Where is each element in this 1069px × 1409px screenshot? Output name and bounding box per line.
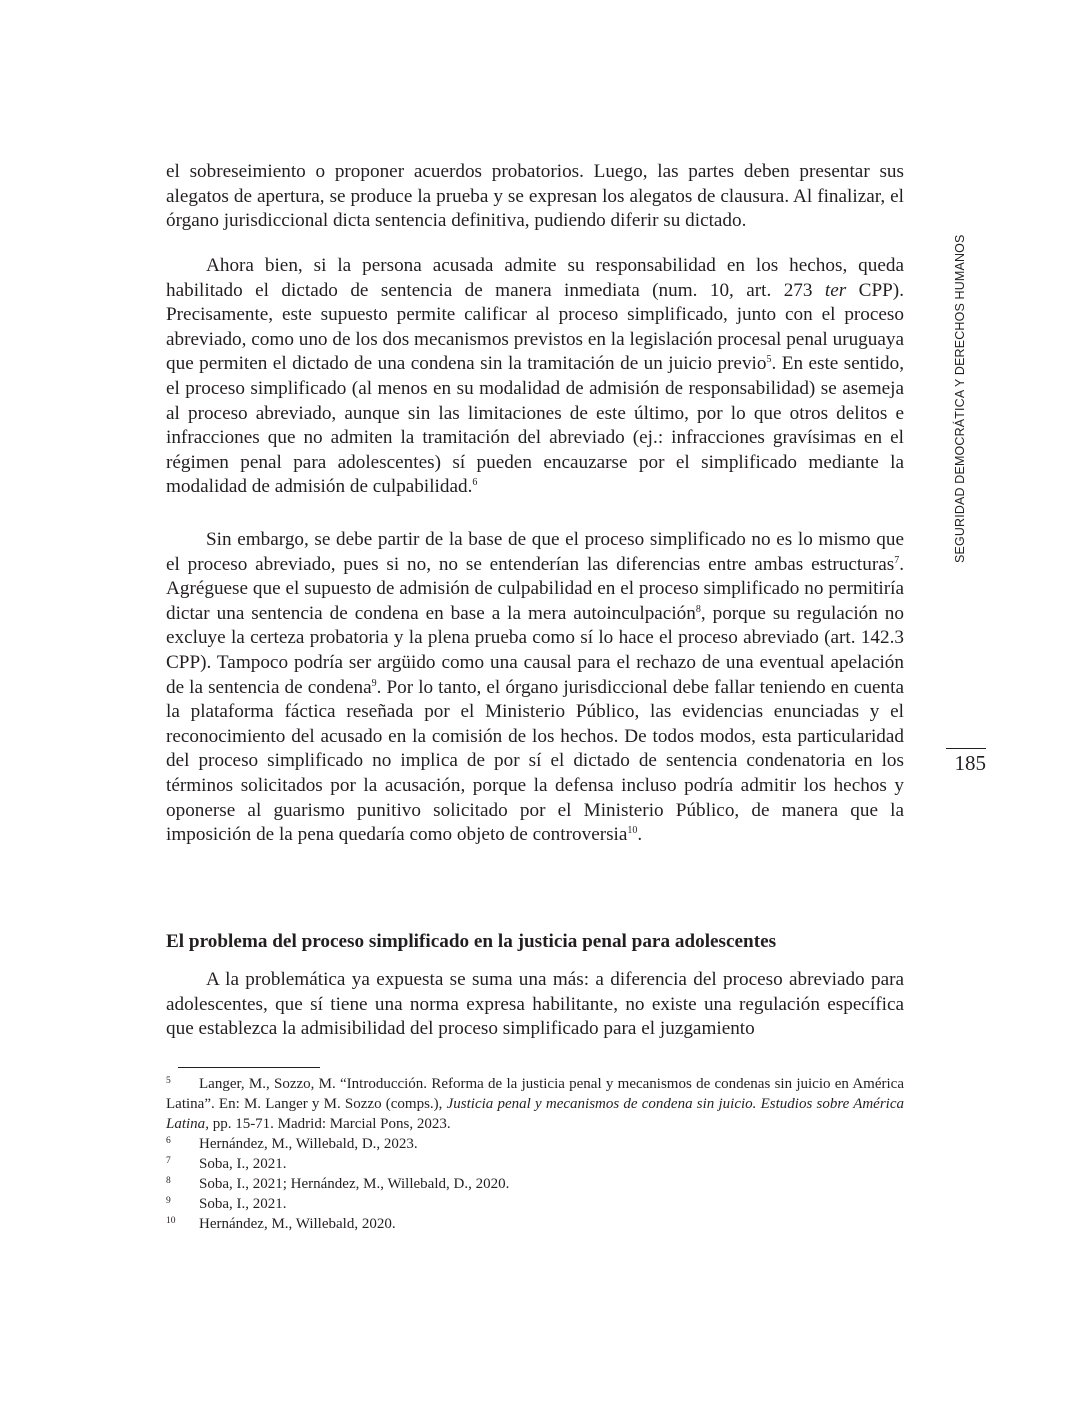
footnote-5 bbox=[166, 1074, 904, 1134]
paragraph-1-text: el sobreseimiento o proponer acuerdos probatorios. Luego, las partes deben presentar sus alegatos de apertura, se produce la prueba y se expresan los alegatos de clausura. Al finalizar, el órgano jurisdiccional dicta sentencia definitiva, pudiendo diferir su dictado. bbox=[166, 161, 904, 232]
section-heading: El problema del proceso simplificado en la justicia penal para adolescentes bbox=[166, 931, 777, 952]
running-header: SEGURIDAD DEMOCRÁTICA Y DERECHOS HUMANOS bbox=[953, 234, 967, 563]
ter-italic: ter bbox=[824, 279, 847, 301]
footnote-ref-7[interactable]: 7 bbox=[894, 554, 900, 566]
footnote-number: 9 bbox=[166, 1196, 171, 1206]
footnote-text: Soba, I., 2021. bbox=[199, 1156, 287, 1172]
footnote-ref-9[interactable]: 9 bbox=[371, 677, 377, 689]
footnote-7 bbox=[166, 1154, 904, 1174]
paragraph-4-text: A la problemática ya expuesta se suma una más: a diferencia del proceso abreviado para adolescentes, que sí tiene una norma expresa habilitante, no existe una regulación específica que establezca la admisibilidad del proceso simplificado para el juzgamiento bbox=[166, 969, 904, 1040]
footnote-6 bbox=[166, 1134, 904, 1154]
footnote-9 bbox=[166, 1194, 904, 1214]
footnote-text: Soba, I., 2021; Hernández, M., Willebald, D., 2020. bbox=[199, 1176, 510, 1192]
footnote-ref-6[interactable]: 6 bbox=[472, 477, 478, 489]
paragraph-2-text bbox=[166, 254, 904, 500]
paragraph-2 bbox=[166, 254, 904, 500]
paragraph-3-part-c: , porque su regulación no excluye la certeza probatoria y la plena prueba como sí lo hace el proceso abreviado (art. 142.3 CPP). Tampoco podría ser argüido como una causal para el rechazo de una eventual apelación de la sentencia de condena bbox=[166, 602, 904, 698]
paragraph-3 bbox=[166, 528, 904, 848]
paragraph-3-part-a: Sin embargo, se debe partir de la base de que el proceso simplificado no es lo mismo que el proceso abreviado, pues si no, no se entenderían las diferencias entre ambas estructuras bbox=[166, 529, 904, 575]
footnote-number: 5 bbox=[166, 1076, 171, 1086]
footnote-ref-10[interactable]: 10 bbox=[627, 825, 638, 837]
paragraph-1 bbox=[166, 160, 904, 234]
footnote-text: Soba, I., 2021. bbox=[199, 1196, 287, 1212]
page-number: 185 bbox=[954, 751, 986, 775]
footnote-text bbox=[166, 1074, 904, 1134]
footnote-number: 10 bbox=[166, 1216, 176, 1226]
footnote-text: Hernández, M., Willebald, 2020. bbox=[199, 1216, 396, 1232]
paragraph-3-part-b: . Agréguese que el supuesto de admisión de culpabilidad en el proceso simplificado no permitiría dictar una sentencia de condena en base a la mera autoinculpación bbox=[166, 553, 904, 624]
paragraph-3-part-e: . bbox=[637, 824, 643, 846]
footnote-text: Hernández, M., Willebald, D., 2023. bbox=[199, 1136, 418, 1152]
footnote-8 bbox=[166, 1174, 904, 1194]
footnote-number: 8 bbox=[166, 1176, 171, 1186]
paragraph-3-part-d: . Por lo tanto, el órgano jurisdiccional debe fallar teniendo en cuenta la plataforma fáctica reseñada por el Ministerio Público, las evidencias enunciadas y el reconocimiento del acusado en la comisión de los hechos. De todos modos, esta particularidad del proceso simplificado no implica de por sí el dictado de sentencia condenatoria en los términos solicitados por la acusación, porque la defensa incluso podría admitir los hechos y oponerse al guarismo punitivo solicitado por el Ministerio Público, de manera que la imposición de la pena quedaría como objeto de controversia bbox=[166, 676, 904, 846]
page-number-rule bbox=[946, 748, 986, 749]
footnote-5-part-b: , pp. 15-71. Madrid: Marcial Pons, 2023. bbox=[205, 1116, 451, 1132]
footnotes bbox=[166, 1074, 904, 1234]
footnote-5-part-a: Langer, M., Sozzo, M. “Introducción. Reforma de la justicia penal y mecanismos de condenas sin juicio en América Latina”. En: M. Langer y M. Sozzo (comps.), bbox=[166, 1076, 904, 1112]
paragraph-2-part-b: CPP). Precisamente, este supuesto permite calificar al proceso simplificado, junto con el proceso abreviado, como uno de los dos mecanismos previstos en la legislación procesal penal uruguaya que permiten el dictado de una condena sin la tramitación de un juicio previo bbox=[166, 279, 904, 375]
footnote-number: 6 bbox=[166, 1136, 171, 1146]
footnote-ref-5[interactable]: 5 bbox=[766, 354, 772, 366]
footnote-number: 7 bbox=[166, 1156, 171, 1166]
paragraph-3-text bbox=[166, 528, 904, 848]
footnote-ref-8[interactable]: 8 bbox=[695, 603, 701, 615]
footnote-separator bbox=[178, 1067, 320, 1068]
paragraph-4 bbox=[166, 968, 904, 1042]
paragraph-2-part-c: . En este sentido, el proceso simplificado (al menos en su modalidad de admisión de responsabilidad) se asemeja al proceso abreviado, aunque sin las limitaciones de este último, por lo que otros delitos e infracciones que no admiten la tramitación del abreviado (ej.: infracciones gravísimas en el régimen penal para adolescentes) sí pueden encauzarse por el simplificado mediante la modalidad de admisión de culpabilidad. bbox=[166, 353, 904, 498]
paragraph-2-part-a: Ahora bien, si la persona acusada admite su responsabilidad en los hechos, queda habilitado el dictado de sentencia de manera inmediata (num. 10, art. 273 bbox=[166, 255, 904, 301]
footnote-10 bbox=[166, 1214, 904, 1234]
footnote-5-book-title: Justicia penal y mecanismos de condena sin juicio. Estudios sobre América Latina bbox=[166, 1096, 905, 1132]
